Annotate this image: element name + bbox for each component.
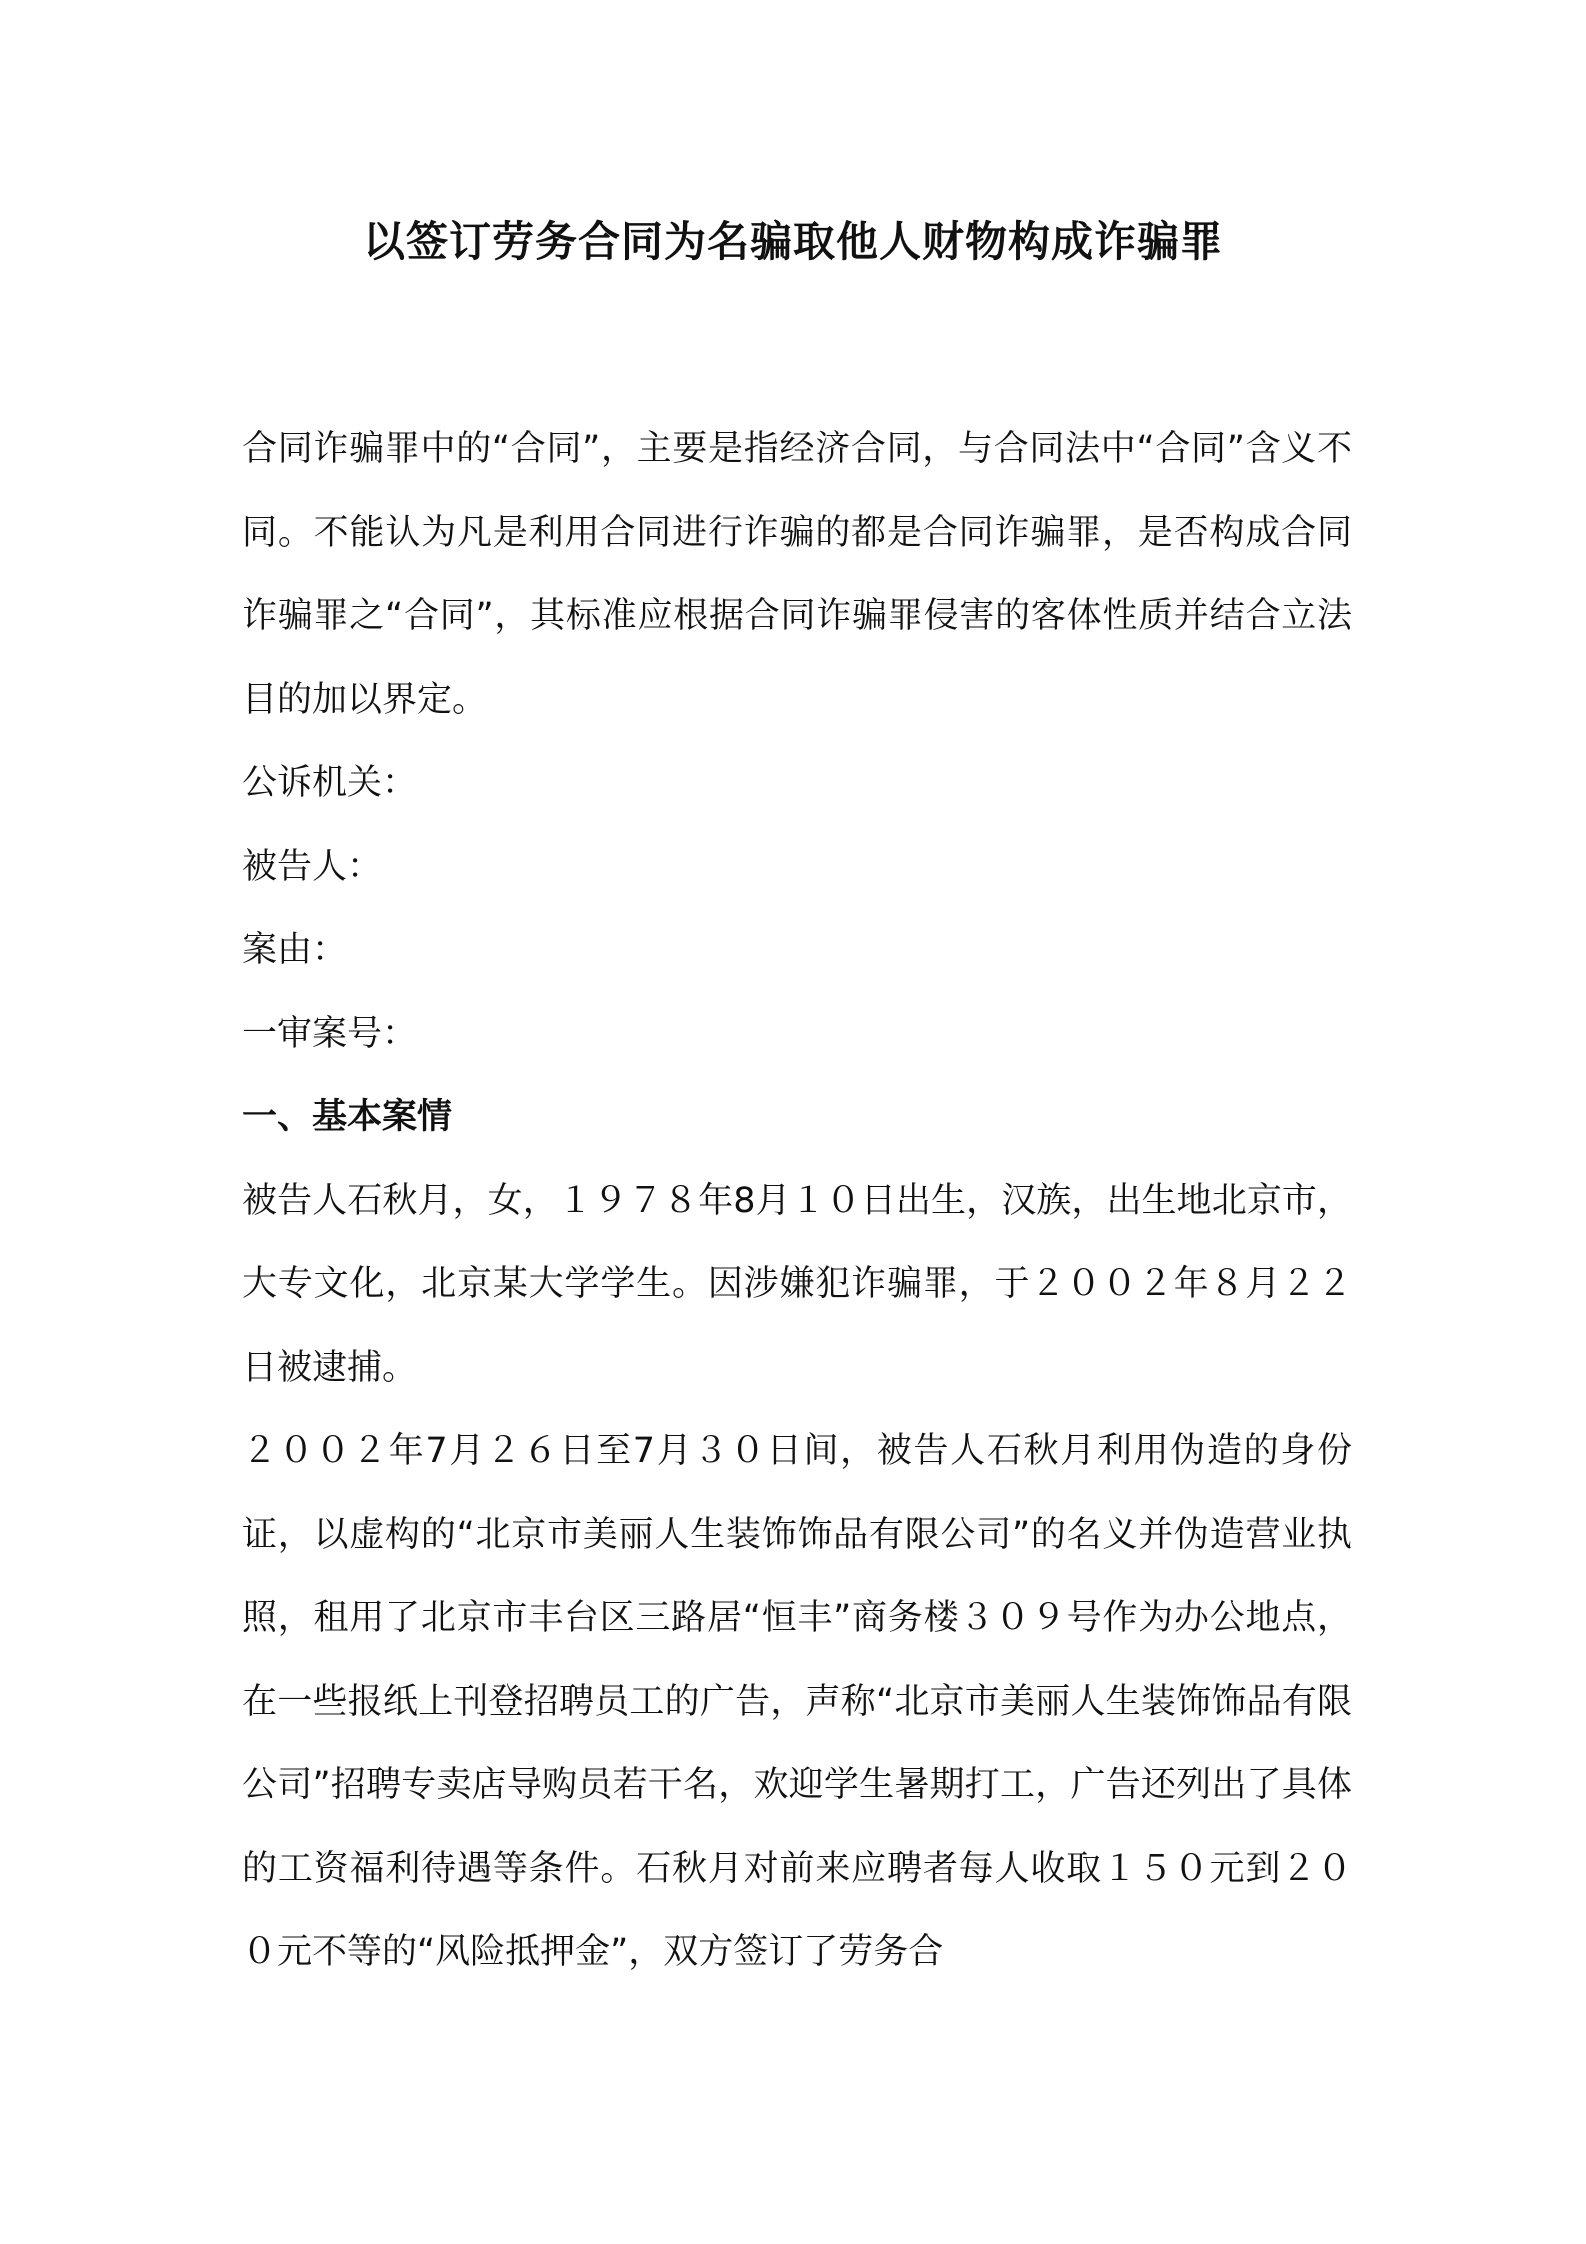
document-title: 以签订劳务合同为名骗取他人财物构成诈骗罪 [362, 217, 1223, 266]
defendant-info-paragraph: 被告人石秋月，女，１９７８年8月１０日出生，汉族，出生地北京市，大专文化，北京某大学学生。因涉嫌犯诈骗罪，于２００２年８月２２日被逮捕。 [242, 1180, 1352, 1388]
field-cause: 案由： [242, 930, 348, 970]
document-body [242, 408, 1352, 1995]
section-heading-basic-facts: 一、基本案情 [242, 1097, 453, 1137]
field-defendant: 被告人： [242, 846, 383, 887]
intro-paragraph: 合同诈骗罪中的“合同”，主要是指经济合同，与合同法中“合同”含义不同。不能认为凡是利用合同进行诈骗的都是合同诈骗罪，是否构成合同诈骗罪之“合同”，其标准应根据合同诈骗罪侵害的客体性质并结合立法目的加以界定。 [242, 429, 1352, 720]
field-prosecutor: 公诉机关： [242, 763, 418, 803]
field-case-number: 一审案号： [242, 1013, 418, 1054]
case-facts-paragraph: ２００２年7月２６日至7月３０日间，被告人石秋月利用伪造的身份证，以虚构的“北京市美丽人生装饰饰品有限公司”的名义并伪造营业执照，租用了北京市丰台区三路居“恒丰”商务楼３０９号作为办公地点，在一些报纸上刊登招聘员工的广告，声称“北京市美丽人生装饰饰品有限公司”招聘专卖店导购员若干名，欢迎学生暑期打工，广告还列出了具体的工资福利待遇等条件。石秋月对前来应聘者每人收取１５０元到２００元不等的“风险抵押金”，双方签订了劳务合 [242, 1431, 1352, 1972]
